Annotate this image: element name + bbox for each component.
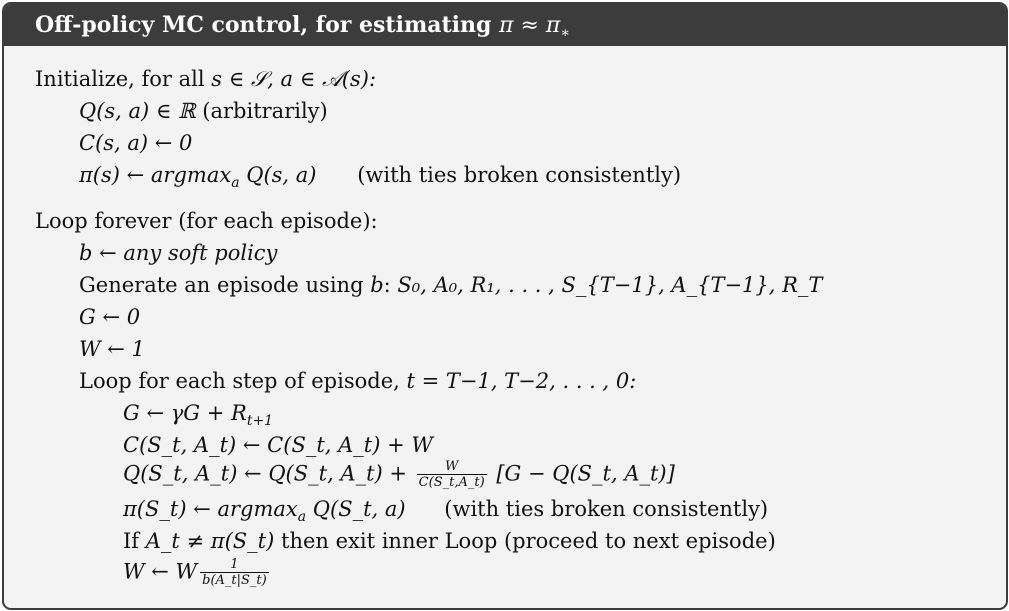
init-c-line: C(s, a) ← 0 — [79, 131, 193, 155]
b-line: b ← any soft policy — [79, 241, 278, 265]
title-text: Off-policy MC control, for estimating — [35, 12, 500, 38]
generate-line: Generate an episode using b: S₀, A₀, R₁, . . . , S_{T−1}, A_{T−1}, R_T — [79, 273, 823, 297]
g-update-line: G ← $\gamma G + R_{t+1}$ — [123, 401, 274, 429]
inner-loop-header: Loop for each step of episode, t = T−1, T−2, . . . , 0: — [79, 369, 637, 393]
g-init-line: G ← 0 — [79, 305, 141, 329]
title-math: $\pi \approx \pi_∗$ — [499, 13, 570, 41]
if-line: If A_t ≠ π(S_t) then exit inner Loop (proceed to next episode) — [123, 529, 776, 553]
init-pi-line: π(s) ← argmax$_a$ Q(s, a) (with ties broken consistently) — [79, 163, 682, 191]
w-init-line: W ← 1 — [79, 337, 145, 361]
init-header: Initialize, for all s ∈ 𝒮, a ∈ 𝒜(s): — [35, 67, 377, 91]
algorithm-title — [4, 4, 1006, 46]
q-update-fraction: $\frac{W}{C(S\_t,A\_t)}$ — [418, 459, 485, 490]
algorithm-box — [2, 2, 1008, 610]
q-update-line: Q(S_t, A_t) ← Q(S_t, A_t) + $\frac{W}{C(S\_t,A\_t)}$ [G − Q(S_t, A_t)] — [123, 459, 675, 490]
w-update-fraction: $\frac{1}{b(A\_t|S\_t)}$ — [202, 557, 267, 588]
pi-update-line: π(S_t) ← argmax$_a$ Q(S_t, a) (with ties broken consistently) — [123, 497, 769, 525]
w-update-line: W ← W $\frac{1}{b(A\_t|S\_t)}$ — [123, 557, 267, 588]
c-update-line: C(S_t, A_t) ← C(S_t, A_t) + W — [123, 433, 433, 457]
loop-header: Loop forever (for each episode): — [35, 209, 378, 233]
init-q-line: Q(s, a) ∈ ℝ (arbitrarily) — [79, 99, 328, 123]
